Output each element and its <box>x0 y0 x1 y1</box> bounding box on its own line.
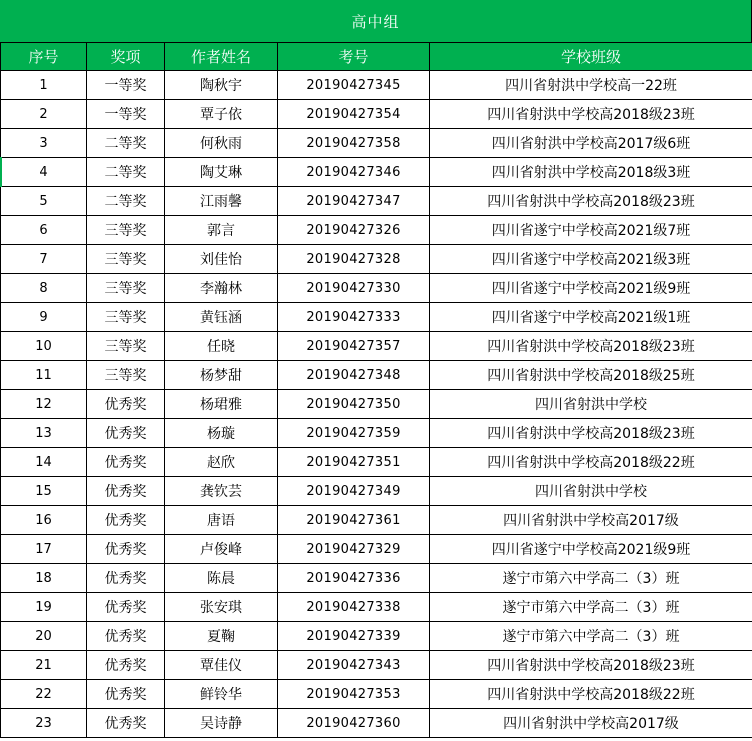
cell-author[interactable]: 张安琪 <box>165 593 278 622</box>
table-row <box>1 651 752 680</box>
cell-award[interactable]: 优秀奖 <box>87 680 165 709</box>
cell-exam-number[interactable]: 20190427346 <box>278 158 430 187</box>
cell-author[interactable]: 郭言 <box>165 216 278 245</box>
cell-award[interactable]: 优秀奖 <box>87 419 165 448</box>
header-school-class[interactable]: 学校班级 <box>430 43 752 71</box>
cell-award[interactable]: 三等奖 <box>87 245 165 274</box>
cell-author[interactable]: 刘佳怡 <box>165 245 278 274</box>
cell-author[interactable]: 黄钰涵 <box>165 303 278 332</box>
cell-school-class[interactable]: 遂宁市第六中学高二（3）班 <box>430 622 752 651</box>
cell-award[interactable]: 一等奖 <box>87 71 165 100</box>
cell-author[interactable]: 赵欣 <box>165 448 278 477</box>
table-row <box>1 535 752 564</box>
cell-author[interactable]: 杨梦甜 <box>165 361 278 390</box>
cell-index[interactable]: 15 <box>1 477 87 506</box>
cell-award[interactable]: 优秀奖 <box>87 709 165 738</box>
cell-exam-number[interactable]: 20190427347 <box>278 187 430 216</box>
cell-exam-number[interactable]: 20190427348 <box>278 361 430 390</box>
table-row <box>1 448 752 477</box>
cell-index[interactable]: 2 <box>1 100 87 129</box>
cell-index[interactable]: 9 <box>1 303 87 332</box>
cell-school-class[interactable]: 四川省遂宁中学校高2021级9班 <box>430 535 752 564</box>
cell-school-class[interactable]: 四川省遂宁中学校高2021级9班 <box>430 274 752 303</box>
cell-school-class[interactable]: 四川省遂宁中学校高2021级7班 <box>430 216 752 245</box>
cell-exam-number[interactable]: 20190427329 <box>278 535 430 564</box>
cell-award[interactable]: 三等奖 <box>87 216 165 245</box>
cell-author[interactable]: 任晓 <box>165 332 278 361</box>
table-row <box>1 100 752 129</box>
cell-author[interactable]: 龚钦芸 <box>165 477 278 506</box>
cell-author[interactable]: 何秋雨 <box>165 129 278 158</box>
cell-school-class[interactable]: 四川省射洪中学校高2018级23班 <box>430 651 752 680</box>
cell-index[interactable]: 20 <box>1 622 87 651</box>
cell-school-class[interactable]: 四川省射洪中学校高2017级 <box>430 506 752 535</box>
cell-index[interactable]: 6 <box>1 216 87 245</box>
cell-award[interactable]: 优秀奖 <box>87 448 165 477</box>
cell-exam-number[interactable]: 20190427338 <box>278 593 430 622</box>
cell-author[interactable]: 陶艾琳 <box>165 158 278 187</box>
cell-index[interactable]: 3 <box>1 129 87 158</box>
cell-index[interactable]: 18 <box>1 564 87 593</box>
cell-award[interactable]: 优秀奖 <box>87 651 165 680</box>
cell-author[interactable]: 陈晨 <box>165 564 278 593</box>
cell-exam-number[interactable]: 20190427349 <box>278 477 430 506</box>
table-row <box>1 506 752 535</box>
cell-exam-number[interactable]: 20190427330 <box>278 274 430 303</box>
cell-index[interactable]: 21 <box>1 651 87 680</box>
cell-exam-number[interactable]: 20190427326 <box>278 216 430 245</box>
cell-school-class[interactable]: 四川省射洪中学校高2018级25班 <box>430 361 752 390</box>
header-index[interactable]: 序号 <box>1 43 87 71</box>
cell-exam-number[interactable]: 20190427345 <box>278 71 430 100</box>
table-row <box>1 361 752 390</box>
header-author[interactable]: 作者姓名 <box>165 43 278 71</box>
cell-award[interactable]: 优秀奖 <box>87 390 165 419</box>
cell-exam-number[interactable]: 20190427343 <box>278 651 430 680</box>
cell-school-class[interactable]: 四川省遂宁中学校高2021级1班 <box>430 303 752 332</box>
cell-author[interactable]: 杨璇 <box>165 419 278 448</box>
cell-school-class[interactable]: 四川省射洪中学校高2018级23班 <box>430 187 752 216</box>
cell-exam-number[interactable]: 20190427353 <box>278 680 430 709</box>
cell-award[interactable]: 二等奖 <box>87 158 165 187</box>
cell-school-class[interactable]: 四川省射洪中学校 <box>430 390 752 419</box>
group-title: 高中组 <box>0 0 752 42</box>
cell-exam-number[interactable]: 20190427359 <box>278 419 430 448</box>
table-row <box>1 129 752 158</box>
cell-index[interactable]: 1 <box>1 71 87 100</box>
cell-school-class[interactable]: 四川省射洪中学校高2018级22班 <box>430 448 752 477</box>
cell-school-class[interactable]: 四川省射洪中学校高一22班 <box>430 71 752 100</box>
cell-author[interactable]: 覃佳仪 <box>165 651 278 680</box>
header-row <box>1 43 752 71</box>
cell-school-class[interactable]: 四川省射洪中学校高2017级 <box>430 709 752 738</box>
cell-author[interactable]: 鲜铃华 <box>165 680 278 709</box>
cell-index[interactable]: 17 <box>1 535 87 564</box>
cell-index[interactable]: 22 <box>1 680 87 709</box>
cell-exam-number[interactable]: 20190427351 <box>278 448 430 477</box>
cell-index[interactable]: 16 <box>1 506 87 535</box>
table-row <box>1 245 752 274</box>
cell-award[interactable]: 优秀奖 <box>87 622 165 651</box>
cell-award[interactable]: 二等奖 <box>87 129 165 158</box>
cell-author[interactable]: 唐语 <box>165 506 278 535</box>
cell-exam-number[interactable]: 20190427333 <box>278 303 430 332</box>
cell-index[interactable]: 11 <box>1 361 87 390</box>
cell-award[interactable]: 一等奖 <box>87 100 165 129</box>
cell-author[interactable]: 杨珺雅 <box>165 390 278 419</box>
cell-award[interactable]: 二等奖 <box>87 187 165 216</box>
cell-author[interactable]: 陶秋宇 <box>165 71 278 100</box>
header-award[interactable]: 奖项 <box>87 43 165 71</box>
cell-school-class[interactable]: 四川省射洪中学校高2018级23班 <box>430 100 752 129</box>
cell-exam-number[interactable]: 20190427361 <box>278 506 430 535</box>
award-table <box>0 42 752 738</box>
cell-exam-number[interactable]: 20190427336 <box>278 564 430 593</box>
cell-author[interactable]: 江雨馨 <box>165 187 278 216</box>
cell-award[interactable]: 三等奖 <box>87 361 165 390</box>
table-row <box>1 680 752 709</box>
cell-school-class[interactable]: 遂宁市第六中学高二（3）班 <box>430 564 752 593</box>
table-row <box>1 71 752 100</box>
cell-award[interactable]: 优秀奖 <box>87 593 165 622</box>
cell-author[interactable]: 夏鞠 <box>165 622 278 651</box>
table-row <box>1 622 752 651</box>
cell-index[interactable]: 12 <box>1 390 87 419</box>
cell-index[interactable]: 19 <box>1 593 87 622</box>
table-row <box>1 187 752 216</box>
cell-exam-number[interactable]: 20190427357 <box>278 332 430 361</box>
cell-school-class[interactable]: 四川省射洪中学校高2018级22班 <box>430 680 752 709</box>
header-exam-number[interactable]: 考号 <box>278 43 430 71</box>
cell-award[interactable]: 优秀奖 <box>87 477 165 506</box>
cell-index[interactable]: 8 <box>1 274 87 303</box>
table-row <box>1 158 752 187</box>
cell-index[interactable]: 10 <box>1 332 87 361</box>
cell-school-class[interactable]: 四川省射洪中学校 <box>430 477 752 506</box>
cell-index[interactable]: 14 <box>1 448 87 477</box>
table-row <box>1 274 752 303</box>
table-row <box>1 216 752 245</box>
table-row <box>1 303 752 332</box>
cell-school-class[interactable]: 四川省射洪中学校高2017级6班 <box>430 129 752 158</box>
cell-author[interactable]: 李瀚林 <box>165 274 278 303</box>
cell-index[interactable]: 7 <box>1 245 87 274</box>
cell-exam-number[interactable]: 20190427354 <box>278 100 430 129</box>
cell-school-class[interactable]: 四川省射洪中学校高2018级3班 <box>430 158 752 187</box>
cell-exam-number[interactable]: 20190427350 <box>278 390 430 419</box>
cell-author[interactable]: 吴诗静 <box>165 709 278 738</box>
cell-index[interactable]: 13 <box>1 419 87 448</box>
cell-exam-number[interactable]: 20190427358 <box>278 129 430 158</box>
table-row <box>1 593 752 622</box>
table-row <box>1 564 752 593</box>
cell-author[interactable]: 卢俊峰 <box>165 535 278 564</box>
table-row <box>1 419 752 448</box>
active-row-marker <box>0 157 2 187</box>
cell-award[interactable]: 优秀奖 <box>87 564 165 593</box>
cell-exam-number[interactable]: 20190427360 <box>278 709 430 738</box>
cell-school-class[interactable]: 四川省遂宁中学校高2021级3班 <box>430 245 752 274</box>
cell-exam-number[interactable]: 20190427328 <box>278 245 430 274</box>
cell-award[interactable]: 三等奖 <box>87 274 165 303</box>
table-row <box>1 332 752 361</box>
table-row <box>1 477 752 506</box>
cell-award[interactable]: 三等奖 <box>87 332 165 361</box>
cell-award[interactable]: 优秀奖 <box>87 535 165 564</box>
table-row <box>1 709 752 738</box>
cell-award[interactable]: 优秀奖 <box>87 506 165 535</box>
cell-index[interactable]: 23 <box>1 709 87 738</box>
cell-index[interactable]: 5 <box>1 187 87 216</box>
cell-index[interactable]: 4 <box>1 158 87 187</box>
cell-award[interactable]: 三等奖 <box>87 303 165 332</box>
cell-author[interactable]: 覃子依 <box>165 100 278 129</box>
cell-school-class[interactable]: 四川省射洪中学校高2018级23班 <box>430 419 752 448</box>
cell-school-class[interactable]: 四川省射洪中学校高2018级23班 <box>430 332 752 361</box>
table-row <box>1 390 752 419</box>
cell-school-class[interactable]: 遂宁市第六中学高二（3）班 <box>430 593 752 622</box>
cell-exam-number[interactable]: 20190427339 <box>278 622 430 651</box>
